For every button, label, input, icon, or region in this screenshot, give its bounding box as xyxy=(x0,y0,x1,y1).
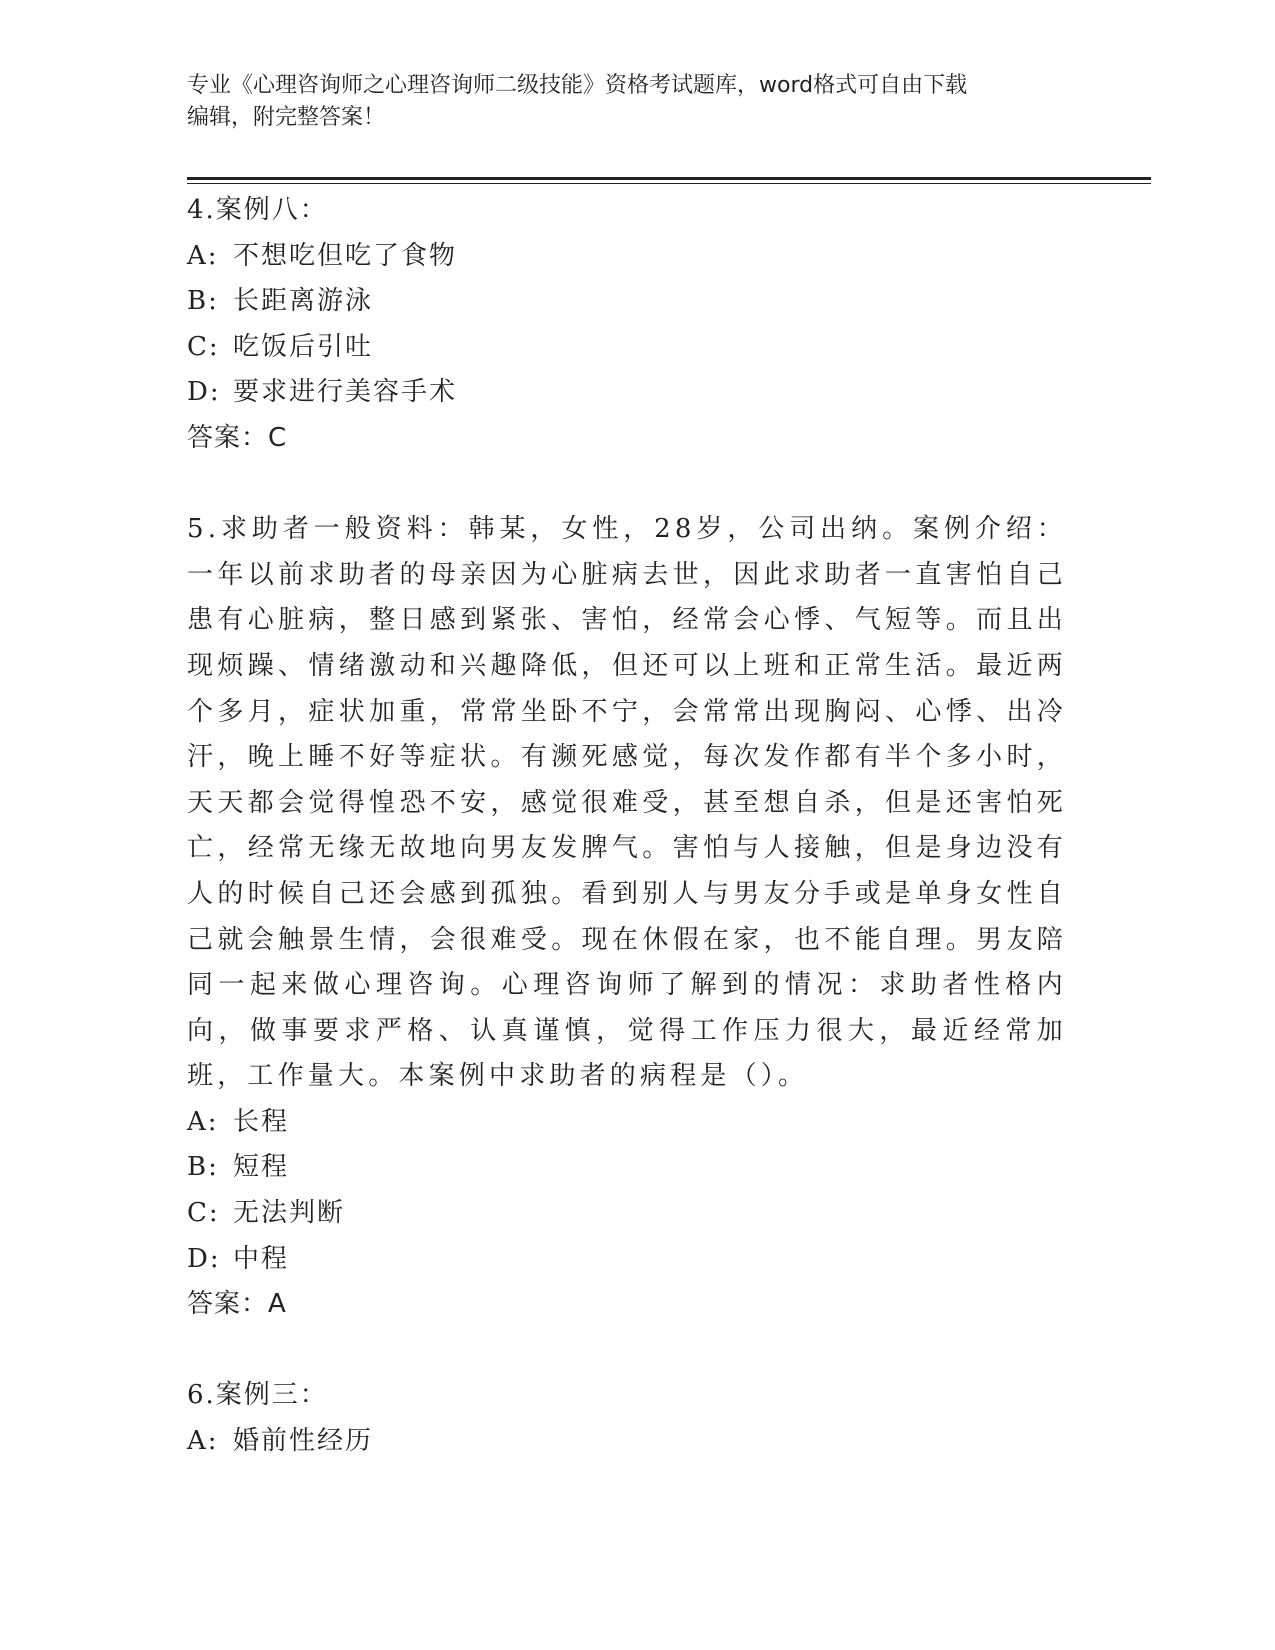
option-letter: A: xyxy=(187,240,219,271)
option-a xyxy=(187,1419,1067,1465)
option-b xyxy=(187,279,1067,325)
option-c xyxy=(187,1191,1067,1237)
option-letter: C: xyxy=(187,331,220,362)
option-a xyxy=(187,234,1067,280)
question-4 xyxy=(187,188,1067,462)
option-letter: C: xyxy=(187,1198,220,1229)
option-letter: B: xyxy=(187,1152,219,1183)
option-letter: A: xyxy=(187,1426,219,1457)
option-d xyxy=(187,370,1067,416)
header-line-1: 专业《心理咨询师之心理咨询师二级技能》资格考试题库，word格式可自由下载 xyxy=(187,73,968,98)
question-list xyxy=(187,188,1067,1465)
option-letter: D: xyxy=(187,377,221,408)
option-text: 无法判断 xyxy=(233,1198,346,1229)
option-text: 中程 xyxy=(233,1243,290,1274)
option-text: 长程 xyxy=(233,1106,290,1137)
option-text: 婚前性经历 xyxy=(233,1426,374,1457)
answer-line: 答案：C xyxy=(187,422,288,453)
question-spacer xyxy=(187,462,1067,508)
option-text: 吃饭后引吐 xyxy=(233,331,374,362)
document-header xyxy=(187,70,1067,134)
option-text: 要求进行美容手术 xyxy=(233,377,458,408)
option-letter: A: xyxy=(187,1106,219,1137)
option-b xyxy=(187,1145,1067,1191)
question-spacer xyxy=(187,1328,1067,1374)
header-divider-thick xyxy=(187,177,1151,180)
option-c xyxy=(187,325,1067,371)
question-5 xyxy=(187,507,1067,1328)
question-stem: 4.案例八： xyxy=(187,195,328,225)
option-a xyxy=(187,1100,1067,1146)
question-6 xyxy=(187,1373,1067,1464)
question-stem: 6.案例三： xyxy=(187,1380,328,1411)
question-stem: 5.求助者一般资料：韩某，女性，28岁，公司出纳。案例介绍：一年以前求助者的母亲因为心脏病去世，因此求助者一直害怕自己患有心脏病，整日感到紧张、害怕，经常会心悸、气短等。而且出现烦躁、情绪激动和兴趣降低，但还可以上班和正常生活。最近两个多月，症状加重，常常坐卧不宁，会常常出现胸闷、心悸、出冷汗，晚上睡不好等症状。有濒死感觉，每次发作都有半个多小时，天天都会觉得惶恐不安，感觉很难受，甚至想自杀，但是还害怕死亡，经常无缘无故地向男友发脾气。害怕与人接触，但是身边没有人的时候自己还会感到孤独。看到别人与男友分手或是单身女性自己就会触景生情，会很难受。现在休假在家，也不能自理。男友陪同一起来做心理咨询。心理咨询师了解到的情况：求助者性格内向，做事要求严格、认真谨慎，觉得工作压力很大，最近经常加班，工作量大。本案例中求助者的病程是（）。 xyxy=(187,514,1067,1092)
option-letter: D: xyxy=(187,1243,221,1274)
option-text: 不想吃但吃了食物 xyxy=(233,240,458,271)
option-d xyxy=(187,1237,1067,1283)
option-letter: B: xyxy=(187,286,219,317)
answer-line: 答案：A xyxy=(187,1289,287,1320)
header-line-2: 编辑，附完整答案！ xyxy=(187,105,386,130)
option-text: 短程 xyxy=(233,1152,290,1183)
option-text: 长距离游泳 xyxy=(233,286,374,317)
header-divider-thin xyxy=(187,183,1151,184)
